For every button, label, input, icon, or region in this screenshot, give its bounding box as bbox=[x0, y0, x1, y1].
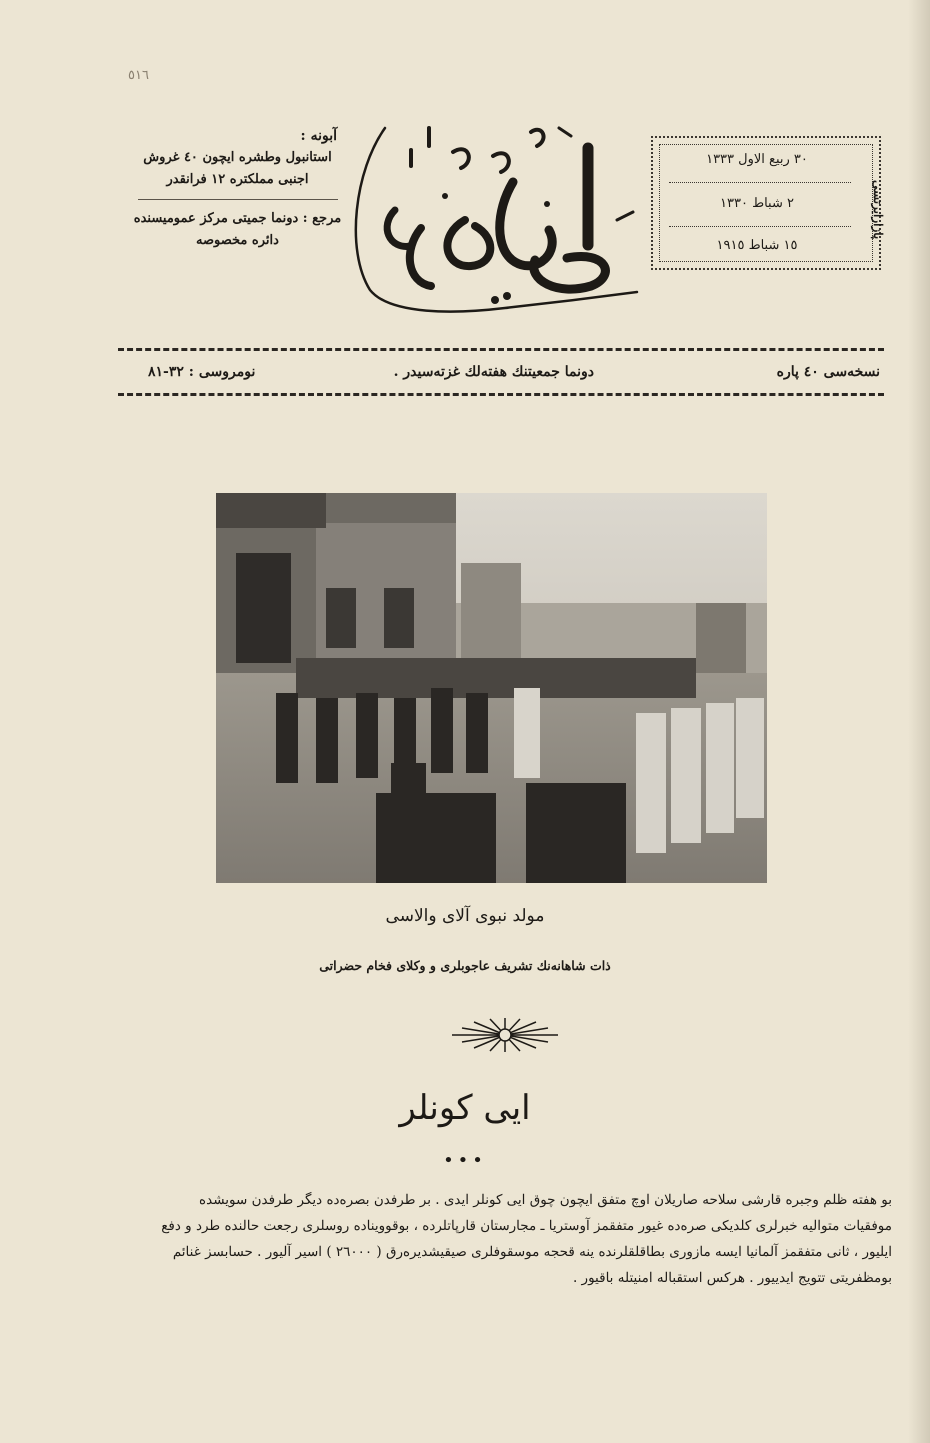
photo-caption: مولد نبوی آلای والاسی bbox=[385, 906, 545, 926]
banner-top-rule bbox=[118, 348, 884, 351]
article-body bbox=[128, 1187, 892, 1291]
date-separator-2 bbox=[669, 226, 851, 227]
weekday-label: پازارایرتسی bbox=[871, 180, 885, 240]
ceremony-photo-image bbox=[216, 493, 767, 883]
article-line: موفقیات متوالیه خبرلری کلدیکی صره‌ده غیور متفقمز آوستریا ـ مجارستان قارپاتلرده ، بوقووینا‌ده روسلری رجعت حالنده طرد و دفع bbox=[161, 1218, 892, 1234]
subscription-divider bbox=[138, 199, 338, 200]
article-line: بو هفته ظلم وجبره قارشی سلاحه صاریلان اوچ متفق ایچون چوق ایی کونلر ایدی . بر طرفدن بصره‌ده دیگر طرفدن سویشده bbox=[199, 1192, 892, 1208]
banner-bottom-rule bbox=[118, 393, 884, 396]
reference-line-1: مرجع : دونما جمیتی مرکز عمومیسنده bbox=[133, 211, 342, 226]
article-line: ایلیور ، ثانی متفقمز آلمانیا ایسه مازوری بطاقلقلرنده ینه قحجه موسقوفلری صیقیشدیره‌رق ( ٢٦٠٠٠ ) اسیر آلیور . حسابسز غنائم bbox=[172, 1244, 892, 1260]
issue-number: نومروسی : ٣٢-٨١ bbox=[148, 364, 256, 380]
subscription-title: آبونه : bbox=[300, 128, 337, 144]
article-title: ایی کونلر bbox=[399, 1088, 531, 1128]
ceremony-photograph bbox=[216, 493, 767, 883]
page-edge-shadow bbox=[908, 0, 930, 1443]
date-separator-1 bbox=[669, 182, 851, 183]
subscription-foreign-price: اجنبی مملکتره ١٢ فرانقدر bbox=[166, 172, 309, 187]
article-line: بومظفریتی تتویج ایدییور . هرکس استقباله امنیتله باقیور . bbox=[572, 1270, 892, 1286]
subscription-block bbox=[130, 125, 345, 252]
issue-banner bbox=[118, 364, 884, 388]
rumi-date: ٢ شباط ١٣٣٠ bbox=[720, 196, 794, 211]
masthead-logo bbox=[345, 100, 645, 330]
subscription-domestic-price: استانبول وطشره ایچون ٤٠ غروش bbox=[143, 150, 332, 165]
reference-line-2: دائره مخصوصه bbox=[196, 233, 279, 248]
issue-price: نسخه‌سی ٤٠ پاره bbox=[776, 364, 880, 380]
sunburst-ornament bbox=[450, 1018, 560, 1052]
title-separator: ••• bbox=[443, 1150, 487, 1171]
gregorian-date: ١٥ شباط ١٩١٥ bbox=[716, 238, 798, 253]
hijri-date: ٣٠ ربیع الاول ١٣٣٣ bbox=[706, 152, 808, 167]
photo-subcaption: ذات شاهانه‌نك تشریف عاجوبلری و وكلای فخام حضراتی bbox=[319, 958, 611, 973]
date-box bbox=[651, 136, 885, 270]
page-number: ٥١٦ bbox=[128, 68, 149, 83]
newspaper-description: دونما جمعیتنك هفته‌لك غزته‌سیدر . bbox=[393, 364, 594, 380]
